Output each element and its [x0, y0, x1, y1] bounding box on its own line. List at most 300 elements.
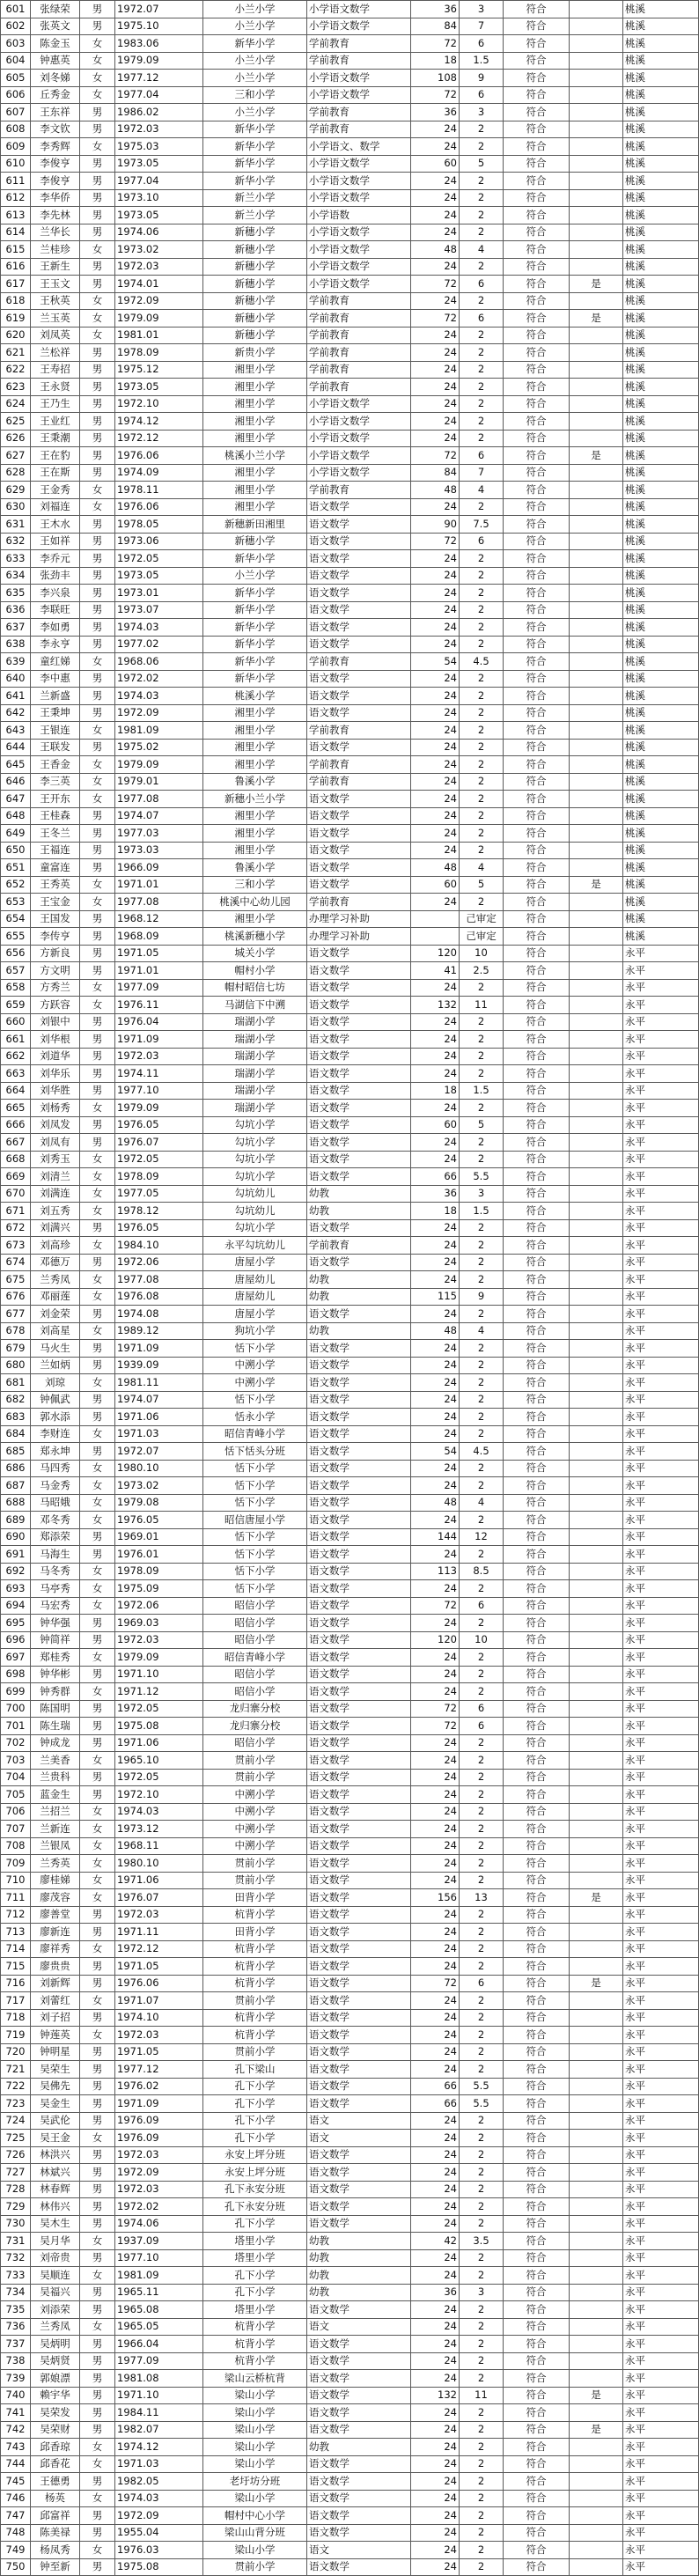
school-cell[interactable]: 湘里小学 [203, 704, 307, 722]
name-cell[interactable]: 刘华乐 [31, 1065, 80, 1083]
years-cell[interactable]: 3 [460, 2284, 504, 2301]
township-cell[interactable]: 桃溪 [623, 482, 699, 499]
gender-cell[interactable]: 男 [80, 1615, 115, 1632]
start-date-cell[interactable]: 1976.07 [115, 1134, 203, 1152]
row-number-cell[interactable]: 611 [1, 173, 31, 190]
gender-cell[interactable]: 女 [80, 2318, 115, 2336]
teaching-age-cell[interactable]: 120 [411, 1631, 460, 1649]
gender-cell[interactable]: 男 [80, 825, 115, 843]
teaching-age-cell[interactable]: 24 [411, 430, 460, 447]
teaching-age-cell[interactable]: 24 [411, 413, 460, 431]
school-cell[interactable]: 三和小学 [203, 876, 307, 894]
subject-cell[interactable]: 语文数学 [307, 2507, 411, 2525]
township-cell[interactable]: 永平 [623, 1631, 699, 1649]
review-result-cell[interactable]: 符合 [504, 1803, 570, 1821]
township-cell[interactable]: 永平 [623, 1649, 699, 1667]
start-date-cell[interactable]: 1979.09 [115, 1100, 203, 1117]
start-date-cell[interactable]: 1971.12 [115, 1683, 203, 1701]
years-cell[interactable]: 2 [460, 688, 504, 705]
note-cell[interactable] [570, 550, 623, 568]
note-cell[interactable] [570, 2146, 623, 2164]
start-date-cell[interactable]: 1971.07 [115, 1992, 203, 2010]
note-cell[interactable] [570, 1992, 623, 2010]
gender-cell[interactable]: 男 [80, 1718, 115, 1735]
school-cell[interactable]: 恬下小学 [203, 1340, 307, 1358]
start-date-cell[interactable]: 1972.05 [115, 1700, 203, 1718]
years-cell[interactable]: 2 [460, 1821, 504, 1838]
review-result-cell[interactable]: 符合 [504, 498, 570, 516]
township-cell[interactable]: 永平 [623, 997, 699, 1014]
row-number-cell[interactable]: 643 [1, 722, 31, 740]
subject-cell[interactable]: 语文数学 [307, 1649, 411, 1667]
school-cell[interactable]: 恬下小学 [203, 1460, 307, 1477]
teaching-age-cell[interactable]: 24 [411, 585, 460, 602]
gender-cell[interactable]: 女 [80, 86, 115, 104]
township-cell[interactable]: 桃溪 [623, 121, 699, 138]
row-number-cell[interactable]: 665 [1, 1100, 31, 1117]
years-cell[interactable]: 2 [460, 1769, 504, 1786]
township-cell[interactable]: 永平 [623, 2078, 699, 2095]
subject-cell[interactable]: 幼教 [307, 2267, 411, 2285]
name-cell[interactable]: 钟明星 [31, 2043, 80, 2061]
years-cell[interactable]: 4 [460, 1494, 504, 1512]
row-number-cell[interactable]: 701 [1, 1718, 31, 1735]
years-cell[interactable]: 6 [460, 35, 504, 53]
row-number-cell[interactable]: 603 [1, 35, 31, 53]
note-cell[interactable] [570, 1597, 623, 1615]
note-cell[interactable] [570, 979, 623, 997]
row-number-cell[interactable]: 725 [1, 2130, 31, 2147]
review-result-cell[interactable]: 符合 [504, 344, 570, 362]
review-result-cell[interactable]: 符合 [504, 1116, 570, 1134]
school-cell[interactable]: 龙归寨分校 [203, 1700, 307, 1718]
row-number-cell[interactable]: 719 [1, 2027, 31, 2044]
name-cell[interactable]: 李乔元 [31, 550, 80, 568]
name-cell[interactable]: 兰贵科 [31, 1769, 80, 1786]
review-result-cell[interactable]: 符合 [504, 327, 570, 344]
years-cell[interactable]: 4 [460, 859, 504, 877]
gender-cell[interactable]: 男 [80, 1357, 115, 1374]
years-cell[interactable]: 2 [460, 1374, 504, 1392]
teaching-age-cell[interactable]: 24 [411, 1958, 460, 1976]
gender-cell[interactable]: 女 [80, 979, 115, 997]
subject-cell[interactable]: 语文数学 [307, 1752, 411, 1770]
start-date-cell[interactable]: 1968.11 [115, 1837, 203, 1855]
name-cell[interactable]: 刘金荣 [31, 1306, 80, 1323]
township-cell[interactable]: 桃溪 [623, 773, 699, 791]
subject-cell[interactable]: 语文数学 [307, 1666, 411, 1683]
teaching-age-cell[interactable]: 24 [411, 224, 460, 241]
start-date-cell[interactable]: 1981.11 [115, 1374, 203, 1392]
township-cell[interactable]: 永平 [623, 1769, 699, 1786]
row-number-cell[interactable]: 674 [1, 1254, 31, 1271]
note-cell[interactable] [570, 1528, 623, 1546]
township-cell[interactable]: 永平 [623, 2181, 699, 2198]
township-cell[interactable]: 永平 [623, 2439, 699, 2456]
teaching-age-cell[interactable]: 24 [411, 2352, 460, 2370]
school-cell[interactable]: 鲁溪小学 [203, 773, 307, 791]
review-result-cell[interactable]: 符合 [504, 567, 570, 585]
note-cell[interactable] [570, 395, 623, 413]
subject-cell[interactable]: 语文数学 [307, 2558, 411, 2576]
school-cell[interactable]: 新穗小学 [203, 292, 307, 310]
row-number-cell[interactable]: 681 [1, 1374, 31, 1392]
gender-cell[interactable]: 男 [80, 379, 115, 396]
row-number-cell[interactable]: 746 [1, 2490, 31, 2507]
subject-cell[interactable]: 语文数学 [307, 1631, 411, 1649]
township-cell[interactable]: 桃溪 [623, 1, 699, 18]
start-date-cell[interactable]: 1955.04 [115, 2524, 203, 2542]
review-result-cell[interactable]: 符合 [504, 155, 570, 173]
teaching-age-cell[interactable]: 72 [411, 35, 460, 53]
years-cell[interactable]: 2 [460, 1958, 504, 1976]
teaching-age-cell[interactable] [411, 910, 460, 928]
start-date-cell[interactable]: 1971.10 [115, 1666, 203, 1683]
name-cell[interactable]: 吴福兴 [31, 2284, 80, 2301]
teaching-age-cell[interactable]: 24 [411, 2301, 460, 2319]
years-cell[interactable]: 2 [460, 2267, 504, 2285]
subject-cell[interactable]: 小学语文数学 [307, 241, 411, 259]
name-cell[interactable]: 廖贵贵 [31, 1958, 80, 1976]
row-number-cell[interactable]: 620 [1, 327, 31, 344]
name-cell[interactable]: 张绿荣 [31, 1, 80, 18]
note-cell[interactable] [570, 1082, 623, 1100]
subject-cell[interactable]: 语文数学 [307, 2095, 411, 2113]
years-cell[interactable]: 11 [460, 997, 504, 1014]
township-cell[interactable]: 永平 [623, 1958, 699, 1976]
teaching-age-cell[interactable]: 24 [411, 1803, 460, 1821]
review-result-cell[interactable]: 符合 [504, 945, 570, 962]
review-result-cell[interactable]: 符合 [504, 395, 570, 413]
township-cell[interactable]: 桃溪 [623, 395, 699, 413]
gender-cell[interactable]: 男 [80, 189, 115, 207]
school-cell[interactable]: 昭信青峰小学 [203, 1425, 307, 1443]
years-cell[interactable]: 10 [460, 1631, 504, 1649]
gender-cell[interactable]: 男 [80, 1340, 115, 1358]
years-cell[interactable]: 2 [460, 722, 504, 740]
years-cell[interactable]: 2 [460, 1048, 504, 1065]
review-result-cell[interactable]: 符合 [504, 1031, 570, 1049]
start-date-cell[interactable]: 1975.08 [115, 2558, 203, 2576]
teaching-age-cell[interactable]: 24 [411, 773, 460, 791]
name-cell[interactable]: 郑桂秀 [31, 1649, 80, 1667]
note-cell[interactable]: 是 [570, 1889, 623, 1907]
township-cell[interactable]: 永平 [623, 1803, 699, 1821]
note-cell[interactable] [570, 739, 623, 756]
row-number-cell[interactable]: 613 [1, 207, 31, 224]
name-cell[interactable]: 张英文 [31, 18, 80, 35]
row-number-cell[interactable]: 657 [1, 962, 31, 980]
gender-cell[interactable]: 男 [80, 2164, 115, 2182]
name-cell[interactable]: 王香金 [31, 756, 80, 774]
row-number-cell[interactable]: 715 [1, 1958, 31, 1976]
teaching-age-cell[interactable]: 24 [411, 842, 460, 859]
township-cell[interactable]: 桃溪 [623, 636, 699, 653]
row-number-cell[interactable]: 693 [1, 1580, 31, 1598]
name-cell[interactable]: 吴木生 [31, 2215, 80, 2233]
teaching-age-cell[interactable]: 24 [411, 1460, 460, 1477]
subject-cell[interactable]: 语文数学 [307, 1443, 411, 1461]
teaching-age-cell[interactable]: 36 [411, 1185, 460, 1203]
subject-cell[interactable]: 学前教育 [307, 1237, 411, 1255]
row-number-cell[interactable]: 702 [1, 1734, 31, 1752]
subject-cell[interactable]: 语文数学 [307, 2301, 411, 2319]
note-cell[interactable] [570, 1477, 623, 1495]
review-result-cell[interactable]: 符合 [504, 2370, 570, 2388]
start-date-cell[interactable]: 1971.05 [115, 2043, 203, 2061]
township-cell[interactable]: 桃溪 [623, 104, 699, 121]
row-number-cell[interactable]: 747 [1, 2507, 31, 2525]
row-number-cell[interactable]: 685 [1, 1443, 31, 1461]
start-date-cell[interactable]: 1972.10 [115, 395, 203, 413]
school-cell[interactable]: 马湖信下中溯 [203, 997, 307, 1014]
start-date-cell[interactable]: 1979.08 [115, 1494, 203, 1512]
years-cell[interactable]: 5 [460, 155, 504, 173]
subject-cell[interactable]: 幼教 [307, 2249, 411, 2267]
name-cell[interactable]: 张劲丰 [31, 567, 80, 585]
note-cell[interactable] [570, 1855, 623, 1873]
gender-cell[interactable]: 男 [80, 1975, 115, 1992]
years-cell[interactable]: 2 [460, 1940, 504, 1958]
note-cell[interactable] [570, 1649, 623, 1667]
school-cell[interactable]: 恬下小学 [203, 1494, 307, 1512]
years-cell[interactable]: 2 [460, 1580, 504, 1598]
teaching-age-cell[interactable]: 24 [411, 2249, 460, 2267]
school-cell[interactable]: 勾坑幼儿 [203, 1203, 307, 1220]
gender-cell[interactable]: 男 [80, 601, 115, 619]
subject-cell[interactable]: 语文数学 [307, 1889, 411, 1907]
years-cell[interactable]: 2 [460, 2542, 504, 2559]
teaching-age-cell[interactable]: 24 [411, 739, 460, 756]
gender-cell[interactable]: 女 [80, 1872, 115, 1889]
teaching-age-cell[interactable]: 24 [411, 1580, 460, 1598]
name-cell[interactable]: 刘冬娣 [31, 70, 80, 87]
gender-cell[interactable]: 女 [80, 1683, 115, 1701]
review-result-cell[interactable]: 符合 [504, 1425, 570, 1443]
row-number-cell[interactable]: 716 [1, 1975, 31, 1992]
start-date-cell[interactable]: 1975.02 [115, 739, 203, 756]
years-cell[interactable]: 2 [460, 2352, 504, 2370]
gender-cell[interactable]: 男 [80, 207, 115, 224]
school-cell[interactable]: 勾坑小学 [203, 1151, 307, 1168]
subject-cell[interactable]: 语文数学 [307, 2061, 411, 2079]
start-date-cell[interactable]: 1968.06 [115, 653, 203, 671]
review-result-cell[interactable]: 符合 [504, 1821, 570, 1838]
start-date-cell[interactable]: 1975.10 [115, 18, 203, 35]
start-date-cell[interactable]: 1976.11 [115, 997, 203, 1014]
name-cell[interactable]: 李财连 [31, 1425, 80, 1443]
school-cell[interactable]: 昭信青峰小学 [203, 1649, 307, 1667]
township-cell[interactable]: 桃溪 [623, 241, 699, 259]
row-number-cell[interactable]: 655 [1, 928, 31, 946]
years-cell[interactable]: 2 [460, 791, 504, 808]
teaching-age-cell[interactable]: 42 [411, 2233, 460, 2250]
start-date-cell[interactable]: 1976.07 [115, 1889, 203, 1907]
subject-cell[interactable]: 语文数学 [307, 1031, 411, 1049]
start-date-cell[interactable]: 1972.12 [115, 1940, 203, 1958]
note-cell[interactable] [570, 2233, 623, 2250]
teaching-age-cell[interactable]: 48 [411, 1494, 460, 1512]
name-cell[interactable]: 刘凤有 [31, 1134, 80, 1152]
school-cell[interactable]: 瑞湖小学 [203, 1100, 307, 1117]
name-cell[interactable]: 兰新盛 [31, 688, 80, 705]
school-cell[interactable]: 新穗新田湘里 [203, 516, 307, 534]
township-cell[interactable]: 永平 [623, 2164, 699, 2182]
review-result-cell[interactable]: 符合 [504, 1734, 570, 1752]
gender-cell[interactable]: 女 [80, 1237, 115, 1255]
teaching-age-cell[interactable]: 54 [411, 1443, 460, 1461]
review-result-cell[interactable]: 符合 [504, 1340, 570, 1358]
years-cell[interactable]: 2 [460, 1151, 504, 1168]
note-cell[interactable] [570, 1031, 623, 1049]
years-cell[interactable]: 2 [460, 1237, 504, 1255]
subject-cell[interactable]: 小学语文数学 [307, 464, 411, 482]
start-date-cell[interactable]: 1981.09 [115, 722, 203, 740]
gender-cell[interactable]: 男 [80, 2284, 115, 2301]
school-cell[interactable]: 龙归寨分校 [203, 1718, 307, 1735]
subject-cell[interactable]: 语文数学 [307, 825, 411, 843]
review-result-cell[interactable]: 符合 [504, 979, 570, 997]
name-cell[interactable]: 刘子招 [31, 2009, 80, 2027]
gender-cell[interactable]: 男 [80, 2215, 115, 2233]
school-cell[interactable]: 新华小学 [203, 670, 307, 688]
school-cell[interactable]: 城关小学 [203, 945, 307, 962]
school-cell[interactable]: 孔下小学 [203, 2215, 307, 2233]
review-result-cell[interactable]: 符合 [504, 2009, 570, 2027]
school-cell[interactable]: 勾坑小学 [203, 1116, 307, 1134]
start-date-cell[interactable]: 1972.05 [115, 1151, 203, 1168]
start-date-cell[interactable]: 1983.06 [115, 35, 203, 53]
row-number-cell[interactable]: 633 [1, 550, 31, 568]
township-cell[interactable]: 永平 [623, 2318, 699, 2336]
name-cell[interactable]: 陈金玉 [31, 35, 80, 53]
township-cell[interactable]: 永平 [623, 2061, 699, 2079]
school-cell[interactable]: 湘里小学 [203, 842, 307, 859]
name-cell[interactable]: 吴王金 [31, 2130, 80, 2147]
start-date-cell[interactable]: 1975.09 [115, 1580, 203, 1598]
subject-cell[interactable]: 语文数学 [307, 1924, 411, 1941]
note-cell[interactable]: 是 [570, 310, 623, 328]
review-result-cell[interactable]: 符合 [504, 1048, 570, 1065]
note-cell[interactable] [570, 2043, 623, 2061]
gender-cell[interactable]: 男 [80, 928, 115, 946]
school-cell[interactable]: 湘里小学 [203, 807, 307, 825]
name-cell[interactable]: 兰秀英 [31, 1855, 80, 1873]
subject-cell[interactable]: 小学语文数学 [307, 1, 411, 18]
township-cell[interactable]: 永平 [623, 1666, 699, 1683]
years-cell[interactable]: 2 [460, 739, 504, 756]
start-date-cell[interactable]: 1980.10 [115, 1855, 203, 1873]
subject-cell[interactable]: 小学语文数学 [307, 395, 411, 413]
gender-cell[interactable]: 男 [80, 1, 115, 18]
subject-cell[interactable]: 语文数学 [307, 1013, 411, 1031]
review-result-cell[interactable]: 符合 [504, 791, 570, 808]
start-date-cell[interactable]: 1974.06 [115, 224, 203, 241]
start-date-cell[interactable]: 1978.09 [115, 344, 203, 362]
subject-cell[interactable]: 语文数学 [307, 962, 411, 980]
note-cell[interactable] [570, 807, 623, 825]
gender-cell[interactable]: 男 [80, 1924, 115, 1941]
start-date-cell[interactable]: 1972.03 [115, 2181, 203, 2198]
teaching-age-cell[interactable]: 24 [411, 1013, 460, 1031]
teaching-age-cell[interactable]: 72 [411, 86, 460, 104]
school-cell[interactable]: 杭背小学 [203, 1906, 307, 1924]
gender-cell[interactable]: 女 [80, 1803, 115, 1821]
gender-cell[interactable]: 男 [80, 739, 115, 756]
review-result-cell[interactable]: 符合 [504, 1322, 570, 1340]
gender-cell[interactable]: 男 [80, 2112, 115, 2130]
township-cell[interactable]: 永平 [623, 1271, 699, 1289]
township-cell[interactable]: 桃溪 [623, 35, 699, 53]
name-cell[interactable]: 王国发 [31, 910, 80, 928]
note-cell[interactable] [570, 1100, 623, 1117]
row-number-cell[interactable]: 676 [1, 1288, 31, 1306]
gender-cell[interactable]: 男 [80, 2095, 115, 2113]
township-cell[interactable]: 桃溪 [623, 224, 699, 241]
teaching-age-cell[interactable]: 24 [411, 1151, 460, 1168]
teaching-age-cell[interactable]: 18 [411, 52, 460, 70]
township-cell[interactable]: 永平 [623, 1425, 699, 1443]
gender-cell[interactable]: 女 [80, 2267, 115, 2285]
row-number-cell[interactable]: 706 [1, 1803, 31, 1821]
name-cell[interactable]: 杨凤秀 [31, 2542, 80, 2559]
note-cell[interactable] [570, 2215, 623, 2233]
gender-cell[interactable]: 女 [80, 1203, 115, 1220]
gender-cell[interactable]: 男 [80, 2370, 115, 2388]
row-number-cell[interactable]: 654 [1, 910, 31, 928]
start-date-cell[interactable]: 1974.07 [115, 1391, 203, 1409]
teaching-age-cell[interactable]: 24 [411, 601, 460, 619]
note-cell[interactable] [570, 1391, 623, 1409]
teaching-age-cell[interactable]: 72 [411, 533, 460, 550]
gender-cell[interactable]: 男 [80, 619, 115, 637]
subject-cell[interactable]: 学前教育 [307, 482, 411, 499]
teaching-age-cell[interactable]: 24 [411, 1100, 460, 1117]
note-cell[interactable] [570, 1837, 623, 1855]
gender-cell[interactable]: 女 [80, 52, 115, 70]
row-number-cell[interactable]: 642 [1, 704, 31, 722]
gender-cell[interactable]: 男 [80, 945, 115, 962]
note-cell[interactable] [570, 928, 623, 946]
row-number-cell[interactable]: 663 [1, 1065, 31, 1083]
school-cell[interactable]: 昭信唐屋小学 [203, 1512, 307, 1529]
gender-cell[interactable]: 女 [80, 756, 115, 774]
note-cell[interactable] [570, 224, 623, 241]
gender-cell[interactable]: 女 [80, 1271, 115, 1289]
start-date-cell[interactable]: 1972.07 [115, 1443, 203, 1461]
subject-cell[interactable]: 学前教育 [307, 327, 411, 344]
teaching-age-cell[interactable]: 24 [411, 807, 460, 825]
school-cell[interactable]: 帽村中心小学 [203, 2507, 307, 2525]
name-cell[interactable]: 刘凤英 [31, 327, 80, 344]
review-result-cell[interactable]: 符合 [504, 910, 570, 928]
start-date-cell[interactable]: 1975.08 [115, 1718, 203, 1735]
teaching-age-cell[interactable]: 24 [411, 2542, 460, 2559]
subject-cell[interactable]: 语文数学 [307, 2043, 411, 2061]
years-cell[interactable]: 2 [460, 173, 504, 190]
teaching-age-cell[interactable]: 18 [411, 1203, 460, 1220]
years-cell[interactable]: 2 [460, 2507, 504, 2525]
row-number-cell[interactable]: 712 [1, 1906, 31, 1924]
name-cell[interactable]: 廖茂容 [31, 1889, 80, 1907]
gender-cell[interactable]: 女 [80, 2490, 115, 2507]
gender-cell[interactable]: 男 [80, 276, 115, 293]
township-cell[interactable]: 永平 [623, 2095, 699, 2113]
years-cell[interactable]: 2 [460, 2009, 504, 2027]
township-cell[interactable]: 永平 [623, 1975, 699, 1992]
school-cell[interactable]: 杭背小学 [203, 2009, 307, 2027]
review-result-cell[interactable]: 符合 [504, 2164, 570, 2182]
